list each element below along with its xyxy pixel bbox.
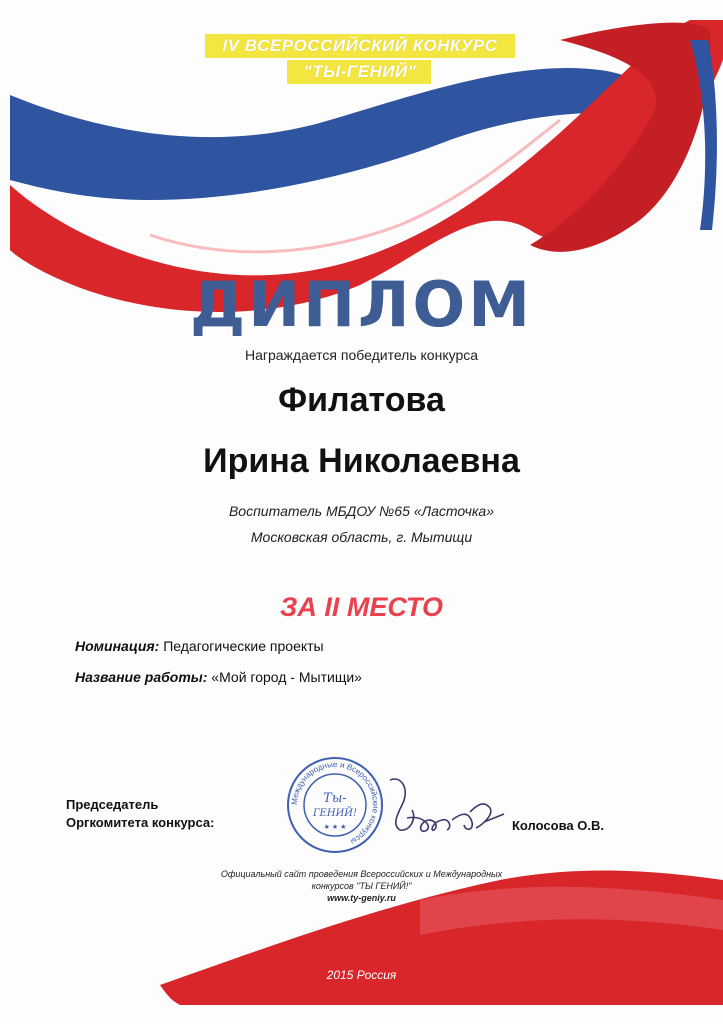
work-title-value: «Мой город - Мытищи» [211, 669, 362, 685]
diploma-subtitle: Награждается победитель конкурса [244, 347, 479, 363]
footer-site-line1: Официальный сайт проведения Всероссийских и Международных [220, 869, 503, 879]
footer-url: www.ty-geniy.ru [327, 893, 396, 903]
seal-center-line2: ГЕНИЙ! [312, 808, 358, 819]
recipient-first-middle-name: Ирина Николаевна [203, 442, 520, 480]
contest-seal-stamp [285, 755, 385, 855]
recipient-position: Воспитатель МБДОУ №65 «Ласточка» [228, 503, 495, 519]
contest-banner-line2: "ТЫ-ГЕНИЙ" [303, 62, 417, 81]
chair-role-line2: Оргкомитета конкурса: [66, 815, 215, 830]
contest-banner-line1: IV ВСЕРОССИЙСКИЙ КОНКУРС [222, 36, 498, 55]
nomination-label: Номинация: [75, 638, 160, 654]
diploma-title: ДИПЛОМ [190, 268, 533, 341]
svg-text:★ ★ ★: ★ ★ ★ [323, 824, 347, 831]
award-place: ЗА II МЕСТО [280, 592, 443, 622]
footer-site-line2: конкурсов "ТЫ ГЕНИЙ!" [311, 881, 412, 891]
seal-ring-text: Международные и Всероссийские конкурсы [289, 759, 381, 847]
footer-year: 2015 Россия [326, 968, 397, 982]
chair-signature [372, 770, 512, 840]
chair-role-line1: Председатель [66, 797, 159, 812]
contest-banner [205, 34, 515, 88]
chair-name: Колосова О.В. [512, 818, 604, 833]
nomination-value: Педагогические проекты [163, 638, 324, 654]
recipient-last-name: Филатова [278, 381, 445, 419]
nomination-field [75, 638, 324, 654]
seal-center-line1: Ты- [323, 791, 347, 806]
work-title-field [75, 669, 362, 685]
recipient-region: Московская область, г. Мытищи [250, 529, 473, 545]
work-title-label: Название работы: [75, 669, 208, 685]
